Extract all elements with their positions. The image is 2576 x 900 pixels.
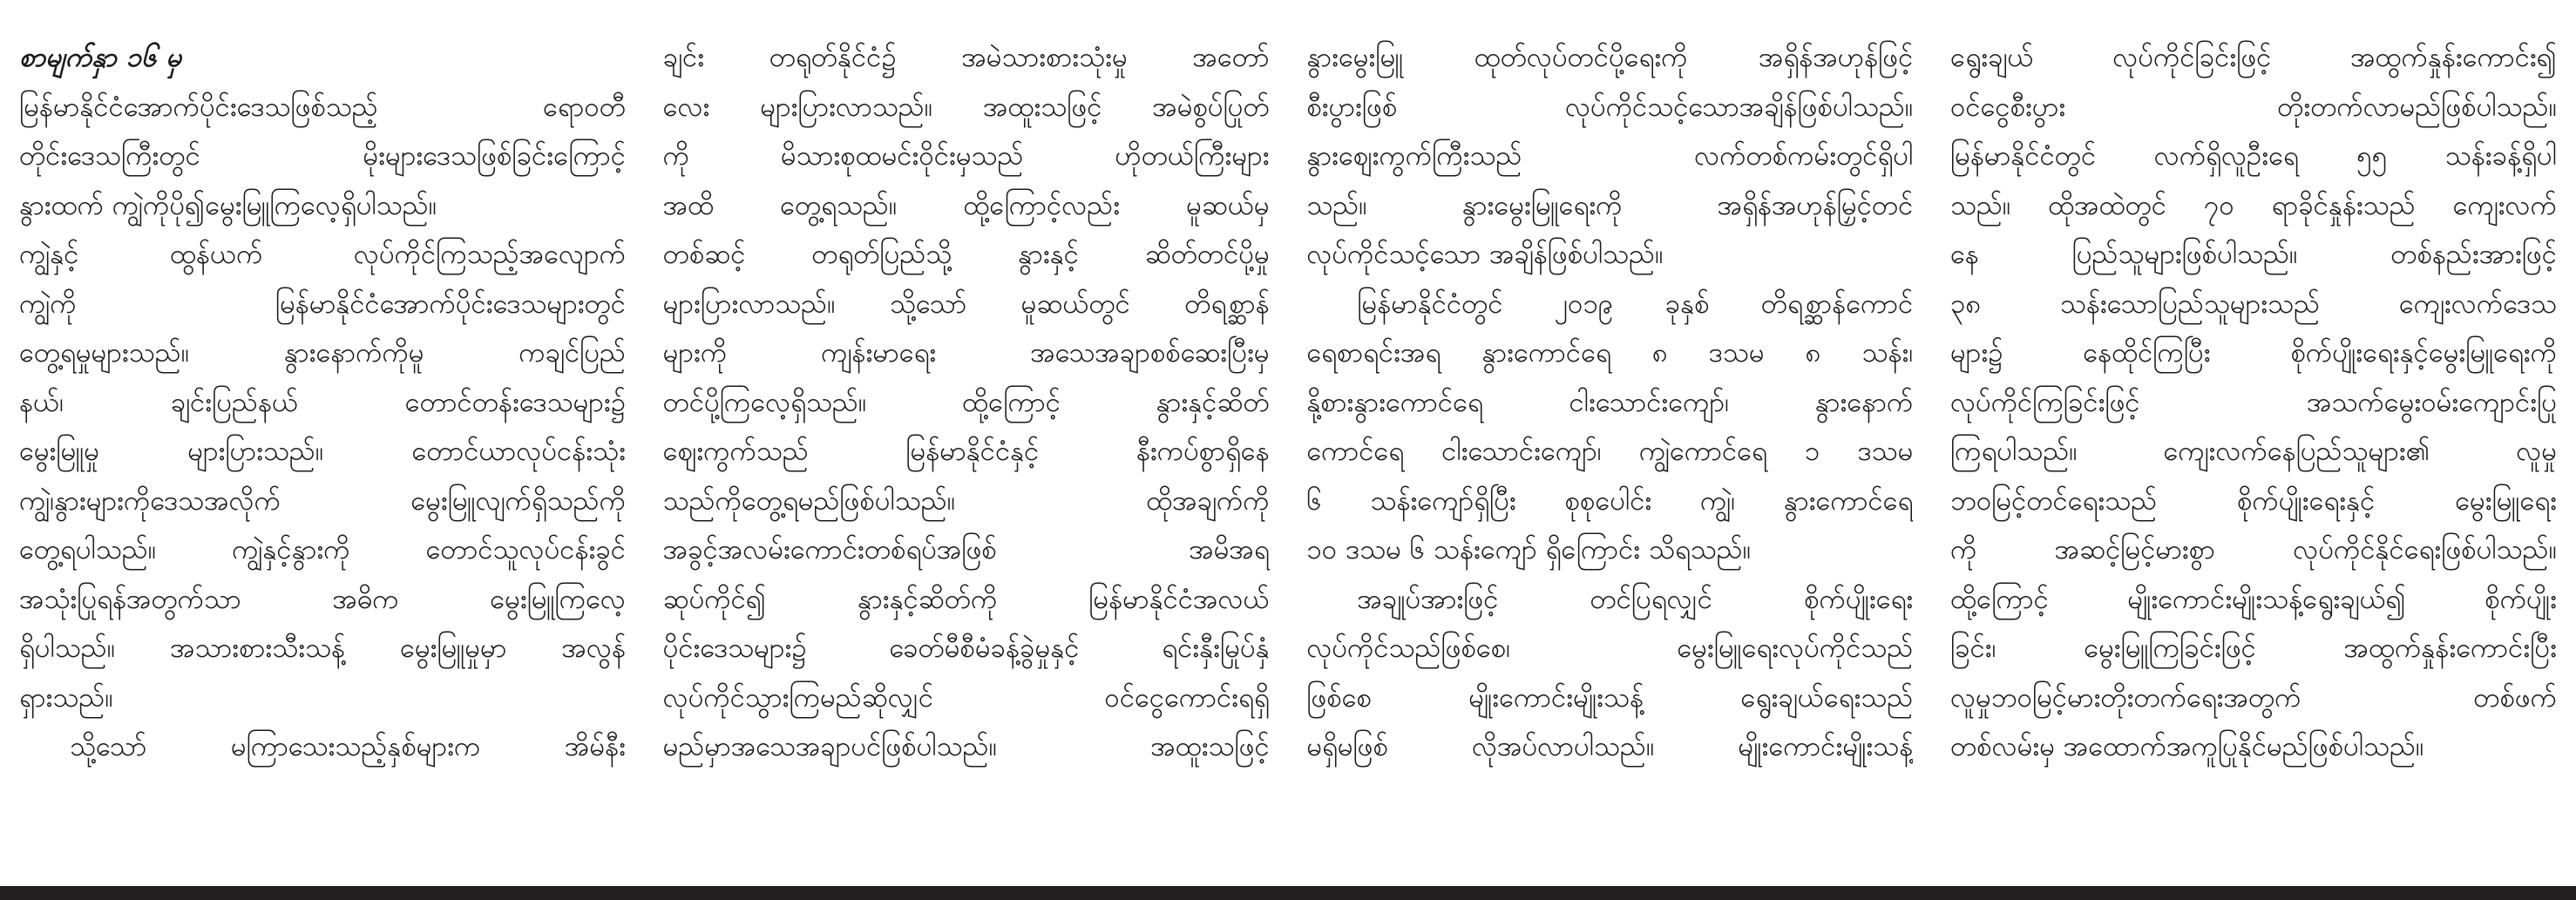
text-line: လုပ်ကိုင်သင့်သော အချိန်ဖြစ်ပါသည်။ <box>1306 239 1664 270</box>
text-line: နွားမွေးမြူ ထုတ်လုပ်တင်ပို့ရေးကို အရှိန်အဟုန်ဖြင့် <box>1306 42 1914 73</box>
text-line: ဖြစ်စေ မျိုးကောင်းမျိုးသန့် ရွေးချယ်ရေးသည် <box>1306 681 1914 714</box>
article-column-1 <box>19 33 626 865</box>
text-line: သည်။ ထိုအထဲတွင် ၇၀ ရာခိုင်နှုန်းသည် ကျေးလက် <box>1949 189 2557 221</box>
paragraph-start-line: မြန်မာနိုင်ငံတွင် ၂၀၁၉ ခုနှစ် တိရစ္ဆာန်ကောင် <box>1357 288 1914 320</box>
text-line: ရေစာရင်းအရ နွားကောင်ရေ ၈ ဒသမ ၈ သန်း၊ <box>1306 337 1914 369</box>
text-line: ဘဝမြင့်တင်ရေးသည် စိုက်ပျိုးရေးနှင့် မွေးမြူရေး <box>1949 484 2557 517</box>
text-line: နွားဈေးကွက်ကြီးသည် လက်တစ်ကမ်းတွင်ရှိပါ <box>1306 140 1914 172</box>
article-column-3 <box>1306 33 1913 865</box>
article-column-4 <box>1950 33 2557 865</box>
text-line: ၃၈ သန်းသောပြည်သူများသည် ကျေးလက်ဒေသ <box>1949 288 2557 320</box>
text-line: ဆုပ်ကိုင်၍ နွားနှင့်ဆိတ်ကို မြန်မာနိုင်ငံအလယ် <box>662 583 1270 615</box>
text-line: စီးပွားဖြစ် လုပ်ကိုင်သင့်သောအချိန်ဖြစ်ပါသည်။ <box>1306 91 1914 123</box>
text-line: ကျွဲနှင့် ထွန်ယက် လုပ်ကိုင်ကြသည့်အလျောက် <box>19 239 626 270</box>
text-line: ရှိပါသည်။ အသားစားသီးသန့် မွေးမြူမှုမှာ အလွန် <box>19 633 626 664</box>
text-line: ရှားသည်။ <box>19 681 113 714</box>
text-line: အခွင့်အလမ်းကောင်းတစ်ရပ်အဖြစ် အမိအရ <box>662 534 1270 565</box>
text-line: အသုံးပြုရန်အတွက်သာ အဓိက မွေးမြူကြလေ့ <box>19 583 626 615</box>
article-column-2 <box>663 33 1270 865</box>
text-line: ၆ သန်းကျော်ရှိပြီး စုစုပေါင်း ကျွဲ၊ နွားကောင်ရေ <box>1306 484 1914 517</box>
text-line: လုပ်ကိုင်သည်ဖြစ်စေ၊ မွေးမြူရေးလုပ်ကိုင်သည် <box>1306 633 1914 664</box>
text-line: မွေးမြူမှု များပြားသည်။ တောင်ယာလုပ်ငန်းသုံး <box>19 436 626 467</box>
text-line: တစ်ဆင့် တရုတ်ပြည်သို့ နွားနှင့် ဆိတ်တင်ပို့မှု <box>662 239 1270 270</box>
text-line: သည်။ နွားမွေးမြူရေးကို အရှိန်အဟုန်မြှင့်တင် <box>1306 189 1914 221</box>
text-line: တင်ပို့ကြလေ့ရှိသည်။ ထို့ကြောင့် နွားနှင့်ဆိတ် <box>662 386 1270 418</box>
text-line: လုပ်ကိုင်ကြခြင်းဖြင့် အသက်မွေးဝမ်းကျောင်းပြု <box>1949 386 2557 418</box>
text-line: များပြားလာသည်။ သို့သော် မူဆယ်တွင် တိရစ္ဆာန် <box>662 288 1270 320</box>
text-line: အထိ တွေ့ရသည်။ ထို့ကြောင့်လည်း မူဆယ်မှ <box>662 189 1270 221</box>
text-line: ကောင်ရေ ငါးသောင်းကျော်၊ ကျွဲကောင်ရေ ၁ ဒသမ <box>1306 436 1914 467</box>
text-line: ကျွဲ၊နွားများကိုဒေသအလိုက် မွေးမြူလျက်ရှိသည်ကို <box>19 484 626 517</box>
paragraph-start-line: အချုပ်အားဖြင့် တင်ပြရလျှင် စိုက်ပျိုးရေး <box>1357 583 1914 615</box>
text-line: များ၌ နေထိုင်ကြပြီး စိုက်ပျိုးရေးနှင့်မွေးမြူရေးကို <box>1949 337 2557 369</box>
text-line: ဝင်ငွေစီးပွား တိုးတက်လာမည်ဖြစ်ပါသည်။ <box>1949 91 2557 123</box>
text-line: ကို မိသားစုထမင်းဝိုင်းမှသည် ဟိုတယ်ကြီးများ <box>662 140 1270 172</box>
text-line: ကို အဆင့်မြင့်မားစွာ လုပ်ကိုင်နိုင်ရေးဖြစ်ပါသည်။ <box>1949 534 2557 565</box>
text-line: မရှိမဖြစ် လိုအပ်လာပါသည်။ မျိုးကောင်းမျိုးသန့် <box>1306 731 1914 762</box>
text-line: နေ ပြည်သူများဖြစ်ပါသည်။ တစ်နည်းအားဖြင့် <box>1949 239 2557 270</box>
text-line: လုပ်ကိုင်သွားကြမည်ဆိုလျှင် ဝင်ငွေကောင်းရရှိ <box>662 681 1270 714</box>
article-columns <box>19 33 2557 865</box>
text-line: ထို့ကြောင့် မျိုးကောင်းမျိုးသန့်ရွေးချယ်၍ စိုက်ပျိုး <box>1949 583 2557 615</box>
text-line: တွေ့ရမှုများသည်။ နွားနောက်ကိုမူ ကချင်ပြည် <box>19 337 626 369</box>
text-line: ချင်း တရုတ်နိုင်ငံ၌ အမဲသားစားသုံးမှု အတော် <box>662 42 1270 73</box>
text-line: သည်ကိုတွေ့ရမည်ဖြစ်ပါသည်။ ထိုအချက်ကို <box>662 484 1270 517</box>
text-line: ဈေးကွက်သည် မြန်မာနိုင်ငံနှင့် နီးကပ်စွာရှိနေ <box>662 436 1270 467</box>
text-line: လေး များပြားလာသည်။ အထူးသဖြင့် အမဲစွပ်ပြုတ် <box>662 91 1270 123</box>
continuation-heading: စာမျက်နှာ ၁၆ မှ <box>19 42 182 73</box>
text-line: မြန်မာနိုင်ငံအောက်ပိုင်းဒေသဖြစ်သည့် ရောဝတီ <box>19 91 626 123</box>
text-line: မည်မှာအသေအချာပင်ဖြစ်ပါသည်။ အထူးသဖြင့် <box>662 731 1270 762</box>
text-line: ကြရပါသည်။ ကျေးလက်နေပြည်သူများ၏ လူမှု <box>1949 436 2557 467</box>
text-line: တိုင်းဒေသကြီးတွင် မိုးများဒေသဖြစ်ခြင်းကြောင့် <box>19 140 626 172</box>
text-line: လူမှုဘဝမြင့်မားတိုးတက်ရေးအတွက် တစ်ဖက် <box>1949 681 2557 714</box>
text-line: ရွေးချယ် လုပ်ကိုင်ခြင်းဖြင့် အထွက်နှုန်းကောင်း၍ <box>1949 42 2557 73</box>
text-line: တွေ့ရပါသည်။ ကျွဲနှင့်နွားကို တောင်သူလုပ်ငန်းခွင် <box>19 534 626 565</box>
text-line: တစ်လမ်းမှ အထောက်အကူပြုနိုင်မည်ဖြစ်ပါသည်။ <box>1949 731 2424 762</box>
text-line: နယ်၊ ချင်းပြည်နယ် တောင်တန်းဒေသများ၌ <box>19 386 626 418</box>
text-line: ကျွဲကို မြန်မာနိုင်ငံအောက်ပိုင်းဒေသများတွင် <box>19 288 626 320</box>
text-line: ခြင်း၊ မွေးမြူကြခြင်းဖြင့် အထွက်နှုန်းကောင်းပြီး <box>1949 633 2557 664</box>
text-line: မြန်မာနိုင်ငံတွင် လက်ရှိလူဦးရေ ၅၅ သန်းခန့်ရှိပါ <box>1949 140 2557 172</box>
text-line: များကို ကျန်းမာရေး အသေအချာစစ်ဆေးပြီးမှ <box>662 337 1270 369</box>
text-line: ပိုင်းဒေသများ၌ ခေတ်မီစီမံခန့်ခွဲမှုနှင့် ရင်းနှီးမြုပ်နှံ <box>662 633 1270 664</box>
text-line: နွားထက် ကျွဲကိုပို၍မွေးမြူကြလေ့ရှိပါသည်။ <box>19 189 437 221</box>
paragraph-start-line: သို့သော် မကြာသေးသည့်နှစ်များက အိမ်နီး <box>70 731 626 762</box>
text-line: ၁၀ ဒသမ ၆ သန်းကျော် ရှိကြောင်း သိရသည်။ <box>1306 534 1752 565</box>
text-line: နို့စားနွားကောင်ရေ ငါးသောင်းကျော်၊ နွားနောက် <box>1306 386 1914 418</box>
